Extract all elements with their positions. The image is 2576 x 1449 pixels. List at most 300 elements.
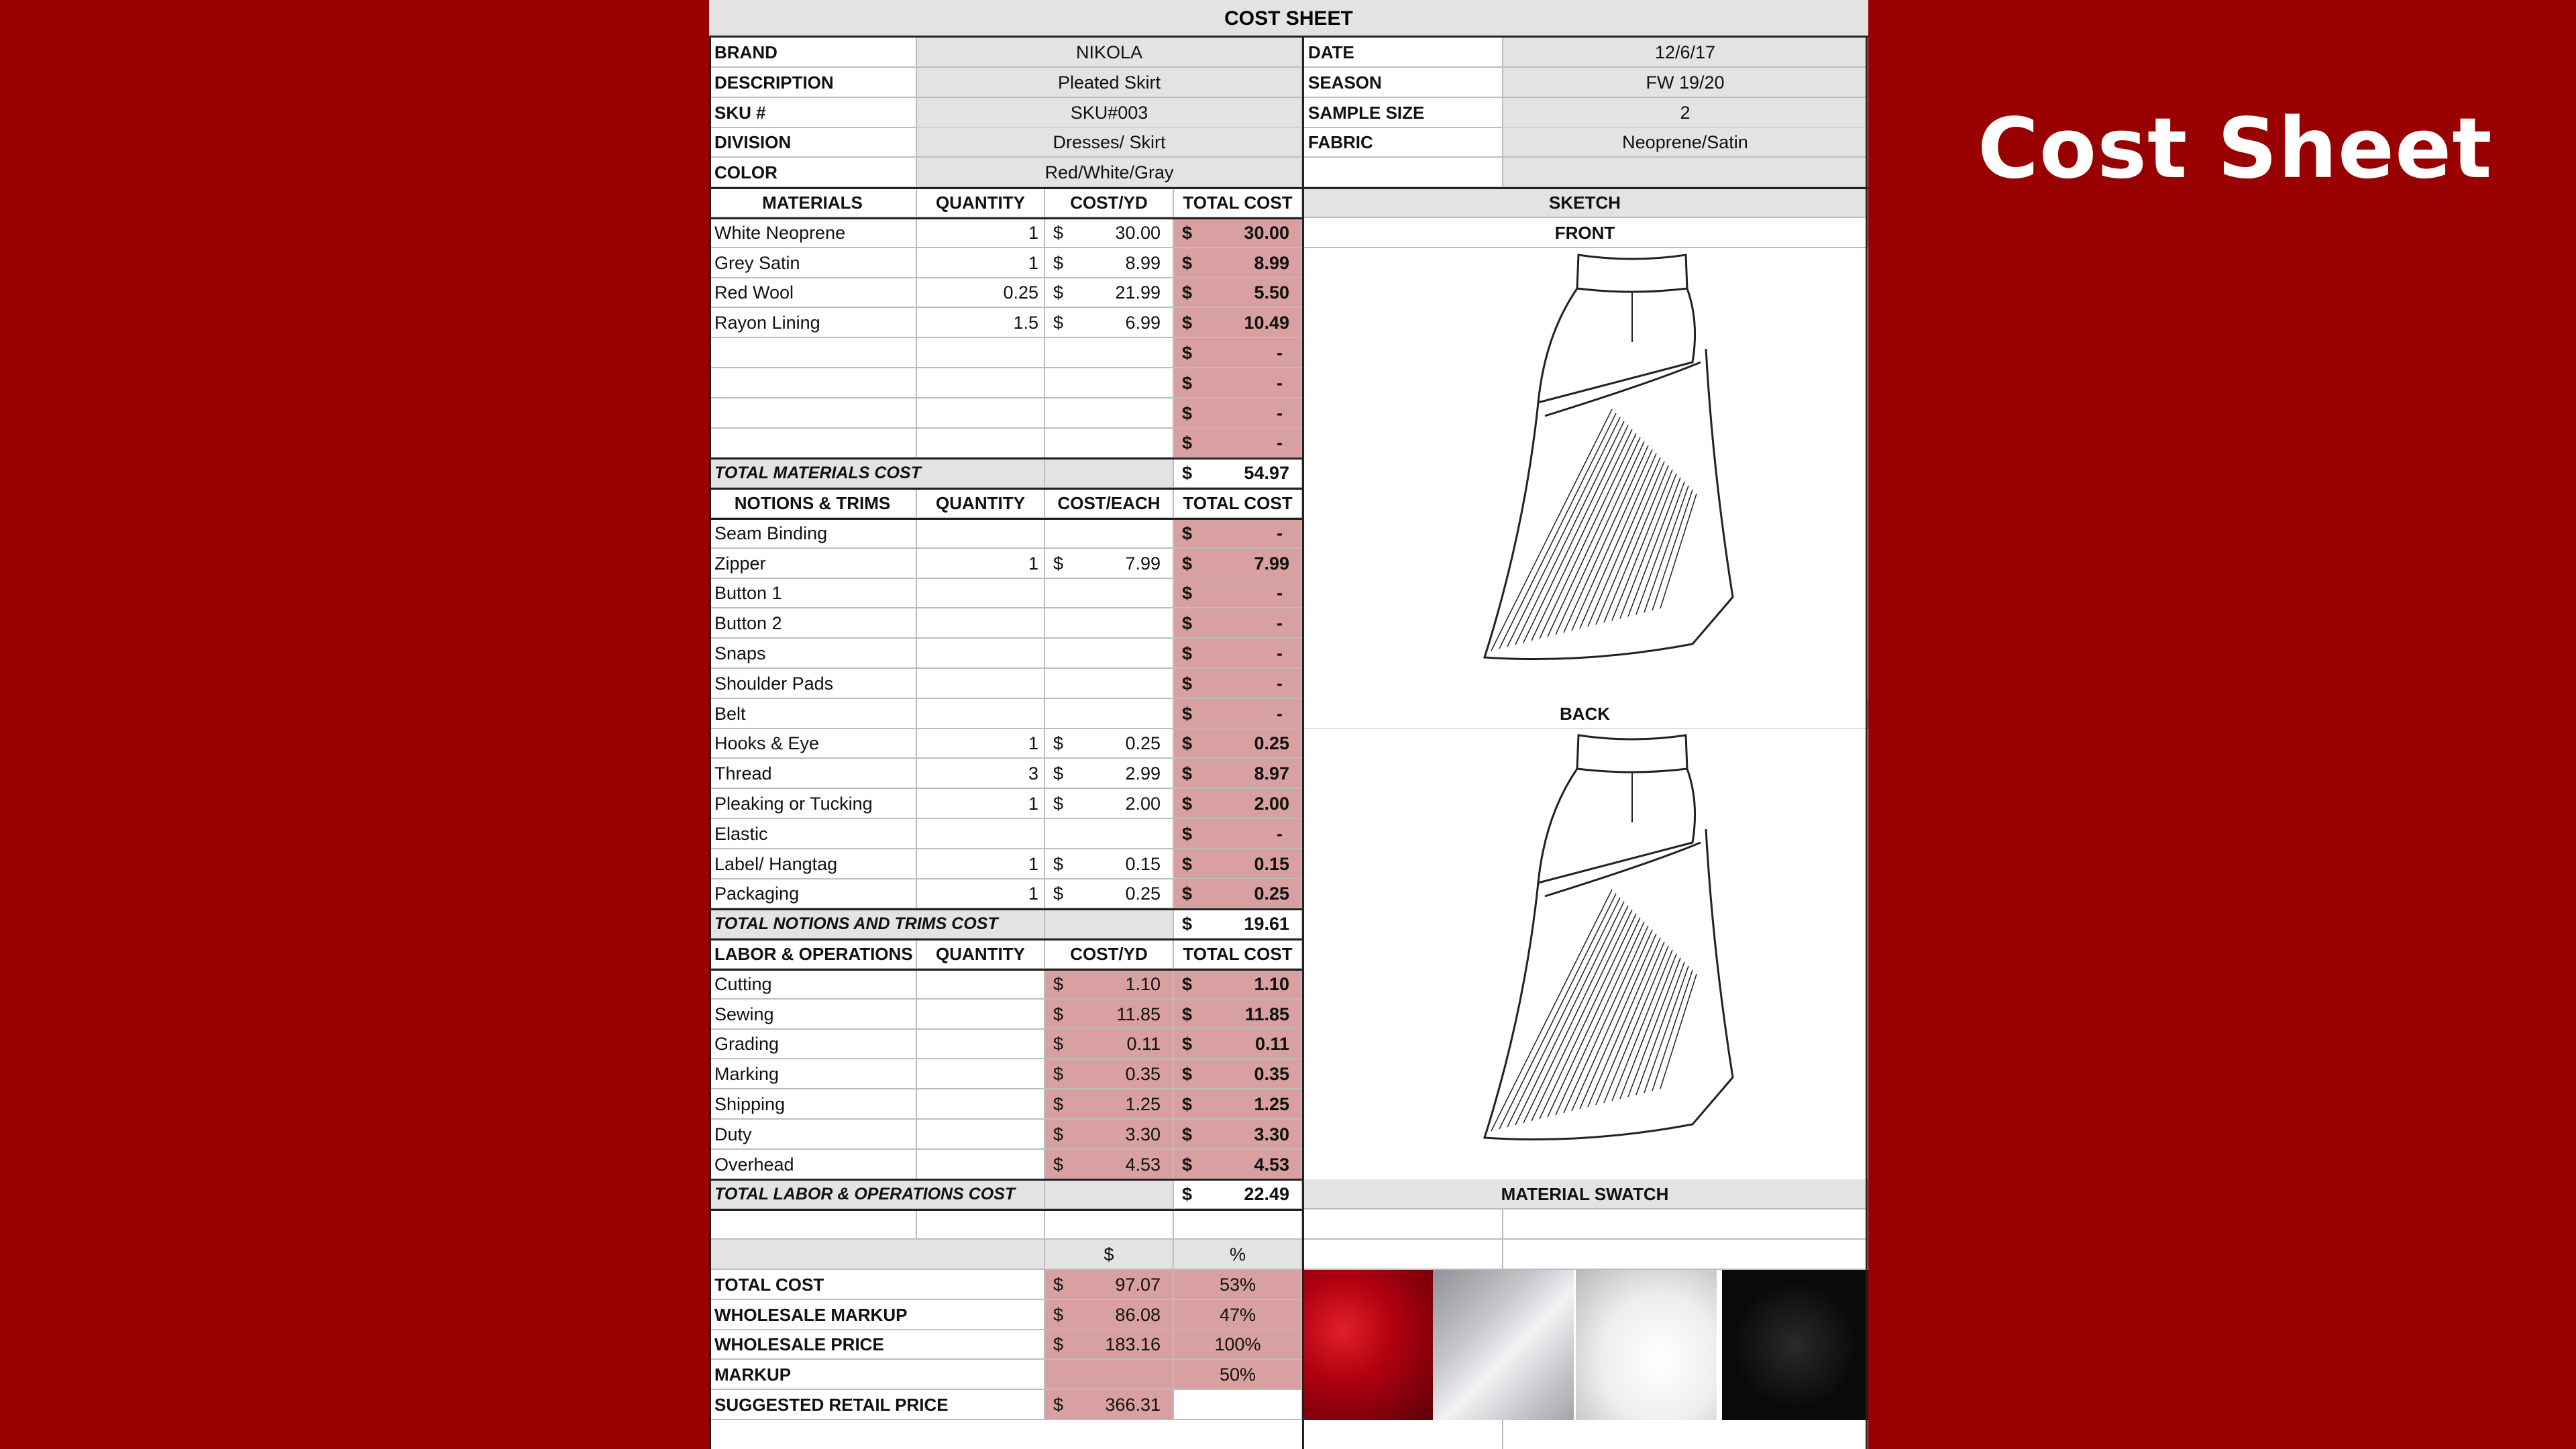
summary-amount[interactable] — [1045, 1390, 1174, 1420]
amount-value: - — [1277, 583, 1283, 604]
info-label: SEASON — [1303, 68, 1503, 98]
row-quantity[interactable]: 1 — [917, 729, 1045, 759]
row-name: Shipping — [709, 1089, 917, 1120]
material-swatch-4 — [1722, 1270, 1868, 1420]
blank-cell — [1174, 1210, 1303, 1240]
currency-symbol: $ — [1053, 794, 1064, 814]
currency-symbol: $ — [1053, 282, 1064, 303]
row-name: Grey Satin — [709, 248, 917, 278]
row-quantity[interactable] — [917, 639, 1045, 669]
amount-value: 4.53 — [1254, 1154, 1289, 1175]
section-divider — [709, 1209, 1303, 1211]
row-unit-cost[interactable] — [1045, 519, 1174, 549]
row-name: Elastic — [709, 819, 917, 849]
currency-symbol: $ — [1053, 853, 1064, 874]
row-unit-cost[interactable] — [1045, 1150, 1174, 1180]
blank-cell — [1045, 1210, 1174, 1240]
row-total-cost[interactable] — [1174, 1029, 1303, 1059]
row-quantity[interactable] — [917, 819, 1045, 849]
section-divider — [709, 518, 1303, 520]
section-divider — [709, 908, 1303, 910]
materials-header-3: TOTAL COST — [1174, 188, 1303, 218]
row-total-cost[interactable] — [1174, 428, 1303, 458]
row-quantity[interactable]: 0.25 — [917, 278, 1045, 308]
amount-value: 8.99 — [1254, 252, 1289, 273]
amount-value: 6.99 — [1125, 313, 1161, 333]
row-unit-cost[interactable] — [1045, 278, 1174, 308]
section-divider — [1303, 187, 1868, 189]
info-label: DATE — [1303, 38, 1503, 68]
amount-value: 7.99 — [1254, 553, 1289, 574]
row-name: Label/ Hangtag — [709, 849, 917, 879]
info-label — [1303, 158, 1503, 188]
amount-value: 97.07 — [1115, 1274, 1161, 1295]
total-materials-cost-value[interactable] — [1174, 458, 1303, 488]
info-value[interactable]: Dresses/ Skirt — [917, 127, 1303, 158]
row-total-cost[interactable] — [1174, 308, 1303, 338]
amount-value: - — [1277, 402, 1283, 423]
row-unit-cost[interactable] — [1045, 1059, 1174, 1089]
row-unit-cost[interactable] — [1045, 398, 1174, 429]
row-total-cost[interactable] — [1174, 1059, 1303, 1089]
notions-header-0: NOTIONS & TRIMS — [709, 488, 917, 519]
info-label: SAMPLE SIZE — [1303, 98, 1503, 128]
info-value[interactable]: SKU#003 — [917, 98, 1303, 128]
row-unit-cost[interactable] — [1045, 1120, 1174, 1150]
row-total-cost[interactable] — [1174, 248, 1303, 278]
row-unit-cost[interactable] — [1045, 308, 1174, 338]
row-name: Grading — [709, 1029, 917, 1059]
summary-amount[interactable] — [1045, 1300, 1174, 1330]
summary-percent[interactable]: 53% — [1174, 1270, 1303, 1300]
amount-value: 1.10 — [1254, 973, 1289, 994]
amount-value: - — [1277, 823, 1283, 844]
row-unit-cost[interactable] — [1045, 789, 1174, 819]
info-label: DESCRIPTION — [709, 68, 917, 98]
info-label: BRAND — [709, 38, 917, 68]
summary-amount[interactable] — [1045, 1330, 1174, 1360]
amount-value: - — [1277, 673, 1283, 694]
row-quantity[interactable]: 1 — [917, 789, 1045, 819]
amount-value: 3.30 — [1125, 1124, 1161, 1144]
material-swatch-3 — [1576, 1270, 1717, 1420]
row-unit-cost[interactable] — [1045, 1029, 1174, 1059]
currency-symbol: $ — [1053, 733, 1064, 754]
notions-header-1: QUANTITY — [917, 488, 1045, 519]
row-quantity[interactable]: 1 — [917, 549, 1045, 579]
amount-value: 2.00 — [1125, 794, 1161, 814]
currency-symbol: $ — [1053, 1395, 1064, 1415]
row-total-cost[interactable] — [1174, 819, 1303, 849]
row-unit-cost[interactable] — [1045, 639, 1174, 669]
row-quantity[interactable] — [917, 368, 1045, 398]
row-unit-cost[interactable] — [1045, 1089, 1174, 1120]
info-label: COLOR — [709, 158, 917, 188]
currency-symbol: $ — [1182, 883, 1193, 904]
notions-header-2: COST/EACH — [1045, 488, 1174, 519]
currency-symbol: $ — [1182, 1004, 1193, 1024]
row-name: Snaps — [709, 639, 917, 669]
amount-value: 21.99 — [1115, 282, 1161, 303]
blank-cell — [709, 1210, 917, 1240]
total-labor-cost: TOTAL LABOR & OPERATIONS COST — [709, 1179, 1045, 1210]
amount-value: 8.99 — [1125, 252, 1161, 273]
row-name: Sewing — [709, 1000, 917, 1030]
row-total-cost[interactable] — [1174, 699, 1303, 729]
summary-amount[interactable] — [1045, 1360, 1174, 1390]
info-value[interactable]: NIKOLA — [917, 38, 1303, 68]
row-total-cost[interactable] — [1174, 278, 1303, 308]
row-quantity[interactable] — [917, 699, 1045, 729]
row-total-cost[interactable] — [1174, 1089, 1303, 1120]
section-divider — [709, 969, 1303, 971]
row-name: Button 1 — [709, 578, 917, 608]
row-quantity[interactable]: 1 — [917, 218, 1045, 248]
summary-header-dollar: $ — [1045, 1240, 1174, 1270]
row-unit-cost[interactable] — [1045, 729, 1174, 759]
row-quantity[interactable] — [917, 608, 1045, 639]
row-total-cost[interactable] — [1174, 879, 1303, 909]
material-swatch-2 — [1433, 1270, 1574, 1420]
row-unit-cost[interactable] — [1045, 428, 1174, 458]
blank-cell — [1303, 1210, 1503, 1240]
row-unit-cost[interactable] — [1045, 879, 1174, 909]
currency-symbol: $ — [1053, 1124, 1064, 1144]
summary-label: TOTAL COST — [709, 1270, 1045, 1300]
amount-value: 0.15 — [1125, 853, 1161, 874]
info-value[interactable]: 12/6/17 — [1503, 38, 1868, 68]
row-quantity[interactable] — [917, 969, 1045, 1000]
materials-header-0: MATERIALS — [709, 188, 917, 218]
sheet-title: COST SHEET — [709, 0, 1868, 38]
labor-header-2: COST/YD — [1045, 939, 1174, 969]
row-quantity[interactable] — [917, 1000, 1045, 1030]
notions-header-3: TOTAL COST — [1174, 488, 1303, 519]
row-total-cost[interactable] — [1174, 549, 1303, 579]
materials-header-1: QUANTITY — [917, 188, 1045, 218]
section-divider — [709, 1179, 1303, 1181]
info-label: FABRIC — [1303, 127, 1503, 158]
currency-symbol: $ — [1182, 372, 1193, 393]
labor-header-3: TOTAL COST — [1174, 939, 1303, 969]
summary-percent[interactable]: 50% — [1174, 1360, 1303, 1390]
row-quantity[interactable]: 3 — [917, 759, 1045, 789]
amount-value: - — [1277, 372, 1283, 393]
row-quantity[interactable] — [917, 338, 1045, 368]
materials-header-2: COST/YD — [1045, 188, 1174, 218]
info-value[interactable]: Pleated Skirt — [917, 68, 1303, 98]
currency-symbol: $ — [1182, 252, 1193, 273]
row-quantity[interactable] — [917, 428, 1045, 458]
sketch-header: SKETCH — [1303, 188, 1868, 218]
currency-symbol: $ — [1182, 613, 1193, 634]
row-unit-cost[interactable] — [1045, 849, 1174, 879]
row-quantity[interactable]: 1 — [917, 879, 1045, 909]
total-labor-cost-spacer — [1045, 1179, 1174, 1210]
currency-symbol: $ — [1182, 282, 1193, 303]
labor-header-1: QUANTITY — [917, 939, 1045, 969]
amount-value: 4.53 — [1125, 1154, 1161, 1175]
amount-value: - — [1277, 613, 1283, 634]
currency-symbol: $ — [1182, 1154, 1193, 1175]
row-name: Hooks & Eye — [709, 729, 917, 759]
row-quantity[interactable] — [917, 1120, 1045, 1150]
currency-symbol: $ — [1053, 973, 1064, 994]
row-total-cost[interactable] — [1174, 969, 1303, 1000]
amount-value: 5.50 — [1254, 282, 1289, 303]
material-swatch-1 — [1303, 1270, 1435, 1420]
summary-label: WHOLESALE MARKUP — [709, 1300, 1045, 1330]
summary-label: SUGGESTED RETAIL PRICE — [709, 1390, 1045, 1420]
row-total-cost[interactable] — [1174, 1000, 1303, 1030]
row-quantity[interactable]: 1.5 — [917, 308, 1045, 338]
row-total-cost[interactable] — [1174, 849, 1303, 879]
row-total-cost[interactable] — [1174, 608, 1303, 639]
row-quantity[interactable] — [917, 1150, 1045, 1180]
row-total-cost[interactable] — [1174, 1120, 1303, 1150]
row-name: White Neoprene — [709, 218, 917, 248]
summary-percent[interactable]: 47% — [1174, 1300, 1303, 1330]
row-quantity[interactable]: 1 — [917, 849, 1045, 879]
row-name: Rayon Lining — [709, 308, 917, 338]
amount-value: 366.31 — [1105, 1395, 1161, 1415]
row-total-cost[interactable] — [1174, 789, 1303, 819]
row-name: Pleaking or Tucking — [709, 789, 917, 819]
row-quantity[interactable] — [917, 1089, 1045, 1120]
currency-symbol: $ — [1182, 343, 1193, 363]
currency-symbol: $ — [1182, 1124, 1193, 1144]
amount-value: 0.35 — [1254, 1064, 1289, 1085]
amount-value: 0.25 — [1254, 733, 1289, 754]
summary-percent[interactable]: 100% — [1174, 1330, 1303, 1360]
info-value[interactable]: 2 — [1503, 98, 1868, 128]
currency-symbol: $ — [1053, 553, 1064, 574]
row-name: Belt — [709, 699, 917, 729]
currency-symbol: $ — [1053, 1304, 1064, 1325]
amount-value: 22.49 — [1244, 1184, 1289, 1205]
currency-symbol: $ — [1182, 1064, 1193, 1085]
row-total-cost[interactable] — [1174, 729, 1303, 759]
front-label: FRONT — [1303, 218, 1868, 248]
row-quantity[interactable] — [917, 398, 1045, 429]
row-name: Red Wool — [709, 278, 917, 308]
amount-value: 1.25 — [1254, 1094, 1289, 1114]
currency-symbol: $ — [1182, 763, 1193, 784]
row-total-cost[interactable] — [1174, 669, 1303, 699]
summary-label: WHOLESALE PRICE — [709, 1330, 1045, 1360]
row-unit-cost[interactable] — [1045, 549, 1174, 579]
summary-header-percent: % — [1174, 1240, 1303, 1270]
row-quantity[interactable] — [917, 1059, 1045, 1089]
row-name: Shoulder Pads — [709, 669, 917, 699]
currency-symbol: $ — [1182, 973, 1193, 994]
currency-symbol: $ — [1053, 1004, 1064, 1024]
total-notions-cost-value[interactable] — [1174, 909, 1303, 939]
summary-label: MARKUP — [709, 1360, 1045, 1390]
amount-value: 0.35 — [1125, 1064, 1161, 1085]
row-quantity[interactable] — [917, 1029, 1045, 1059]
currency-symbol: $ — [1182, 222, 1193, 243]
back-skirt-sketch — [1303, 729, 1867, 1171]
row-unit-cost[interactable] — [1045, 218, 1174, 248]
info-value[interactable]: FW 19/20 — [1503, 68, 1868, 98]
swatch-header: MATERIAL SWATCH — [1303, 1179, 1868, 1210]
summary-percent[interactable] — [1174, 1390, 1303, 1420]
amount-value: 30.00 — [1115, 222, 1161, 243]
amount-value: 3.30 — [1254, 1124, 1289, 1144]
blank-cell — [1503, 1420, 1868, 1449]
blank-cell — [1303, 1420, 1503, 1449]
row-name: Marking — [709, 1059, 917, 1089]
row-quantity[interactable] — [917, 669, 1045, 699]
row-name: Thread — [709, 759, 917, 789]
front-skirt-sketch — [1303, 248, 1867, 691]
amount-value: 2.00 — [1254, 794, 1289, 814]
currency-symbol: $ — [1053, 222, 1064, 243]
amount-value: 0.15 — [1254, 853, 1289, 874]
table-border — [709, 38, 711, 1449]
row-total-cost[interactable] — [1174, 338, 1303, 368]
row-total-cost[interactable] — [1174, 398, 1303, 429]
amount-value: 0.11 — [1126, 1034, 1161, 1055]
row-unit-cost[interactable] — [1045, 248, 1174, 278]
currency-symbol: $ — [1053, 313, 1064, 333]
row-total-cost[interactable] — [1174, 639, 1303, 669]
section-divider — [709, 488, 1303, 490]
row-total-cost[interactable] — [1174, 218, 1303, 248]
blank-cell — [1503, 1240, 1868, 1270]
currency-symbol: $ — [1053, 763, 1064, 784]
total-notions-cost: TOTAL NOTIONS AND TRIMS COST — [709, 909, 1045, 939]
row-name — [709, 398, 917, 429]
row-name — [709, 368, 917, 398]
row-unit-cost[interactable] — [1045, 699, 1174, 729]
row-unit-cost[interactable] — [1045, 368, 1174, 398]
back-label: BACK — [1303, 699, 1868, 729]
row-total-cost[interactable] — [1174, 1150, 1303, 1180]
currency-symbol: $ — [1182, 402, 1193, 423]
currency-symbol: $ — [1182, 433, 1193, 453]
amount-value: 54.97 — [1244, 463, 1289, 484]
currency-symbol: $ — [1053, 1034, 1064, 1055]
currency-symbol: $ — [1182, 1094, 1193, 1114]
total-notions-cost-spacer — [1045, 909, 1174, 939]
row-quantity[interactable] — [917, 578, 1045, 608]
currency-symbol: $ — [1182, 703, 1193, 724]
info-value[interactable]: Red/White/Gray — [917, 158, 1303, 188]
currency-symbol: $ — [1053, 252, 1064, 273]
section-divider — [709, 458, 1303, 460]
cost-sheet — [709, 0, 1868, 1449]
row-name: Button 2 — [709, 608, 917, 639]
row-unit-cost[interactable] — [1045, 819, 1174, 849]
amount-value: 183.16 — [1105, 1334, 1161, 1355]
blank-cell — [917, 1210, 1045, 1240]
amount-value: 0.25 — [1254, 883, 1289, 904]
currency-symbol: $ — [1182, 794, 1193, 814]
row-total-cost[interactable] — [1174, 368, 1303, 398]
currency-symbol: $ — [1182, 523, 1193, 543]
currency-symbol: $ — [1182, 1034, 1193, 1055]
row-unit-cost[interactable] — [1045, 669, 1174, 699]
row-name: Duty — [709, 1120, 917, 1150]
row-unit-cost[interactable] — [1045, 578, 1174, 608]
amount-value: - — [1277, 643, 1283, 663]
currency-symbol: $ — [1182, 853, 1193, 874]
row-name — [709, 428, 917, 458]
info-label: DIVISION — [709, 127, 917, 158]
amount-value: 7.99 — [1125, 553, 1161, 574]
currency-symbol: $ — [1053, 1094, 1064, 1114]
row-unit-cost[interactable] — [1045, 338, 1174, 368]
row-total-cost[interactable] — [1174, 519, 1303, 549]
blank-cell — [1503, 1210, 1868, 1240]
amount-value: 1.25 — [1125, 1094, 1161, 1114]
currency-symbol: $ — [1182, 914, 1193, 934]
section-divider — [709, 187, 1303, 189]
row-unit-cost[interactable] — [1045, 759, 1174, 789]
amount-value: - — [1277, 523, 1283, 543]
total-materials-cost-spacer — [1045, 458, 1174, 488]
total-labor-cost-value[interactable] — [1174, 1179, 1303, 1210]
currency-symbol: $ — [1182, 823, 1193, 844]
row-name: Overhead — [709, 1150, 917, 1180]
row-name: Packaging — [709, 879, 917, 909]
amount-value: 2.99 — [1125, 763, 1161, 784]
currency-symbol: $ — [1053, 1274, 1064, 1295]
row-quantity[interactable] — [917, 519, 1045, 549]
amount-value: - — [1277, 433, 1283, 453]
row-name — [709, 338, 917, 368]
info-value[interactable]: Neoprene/Satin — [1503, 127, 1868, 158]
amount-value: 11.85 — [1244, 1004, 1289, 1024]
slide-title: Cost Sheet — [1978, 101, 2493, 197]
amount-value: - — [1277, 703, 1283, 724]
amount-value: 86.08 — [1115, 1304, 1161, 1325]
blank-cell — [1303, 1240, 1503, 1270]
currency-symbol: $ — [1182, 583, 1193, 604]
row-name: Zipper — [709, 549, 917, 579]
currency-symbol: $ — [1182, 643, 1193, 663]
row-unit-cost[interactable] — [1045, 1000, 1174, 1030]
currency-symbol: $ — [1053, 1334, 1064, 1355]
amount-value: - — [1277, 343, 1283, 363]
row-quantity[interactable]: 1 — [917, 248, 1045, 278]
amount-value: 8.97 — [1254, 763, 1289, 784]
amount-value: 10.49 — [1244, 313, 1289, 333]
amount-value: 1.10 — [1125, 973, 1161, 994]
row-total-cost[interactable] — [1174, 578, 1303, 608]
amount-value: 19.61 — [1244, 914, 1289, 934]
currency-symbol: $ — [1182, 553, 1193, 574]
section-divider — [709, 217, 1303, 219]
currency-symbol: $ — [1182, 733, 1193, 754]
row-total-cost[interactable] — [1174, 759, 1303, 789]
summary-amount[interactable] — [1045, 1270, 1174, 1300]
labor-header-0: LABOR & OPERATIONS — [709, 939, 917, 969]
row-unit-cost[interactable] — [1045, 608, 1174, 639]
currency-symbol: $ — [1053, 883, 1064, 904]
currency-symbol: $ — [1182, 313, 1193, 333]
row-unit-cost[interactable] — [1045, 969, 1174, 1000]
summary-header-blank — [709, 1240, 1045, 1270]
table-border — [1302, 38, 1304, 1449]
amount-value: 0.11 — [1254, 1034, 1289, 1055]
row-name: Seam Binding — [709, 519, 917, 549]
info-value[interactable] — [1503, 158, 1868, 188]
table-border — [1866, 38, 1868, 1449]
amount-value: 0.25 — [1125, 883, 1161, 904]
